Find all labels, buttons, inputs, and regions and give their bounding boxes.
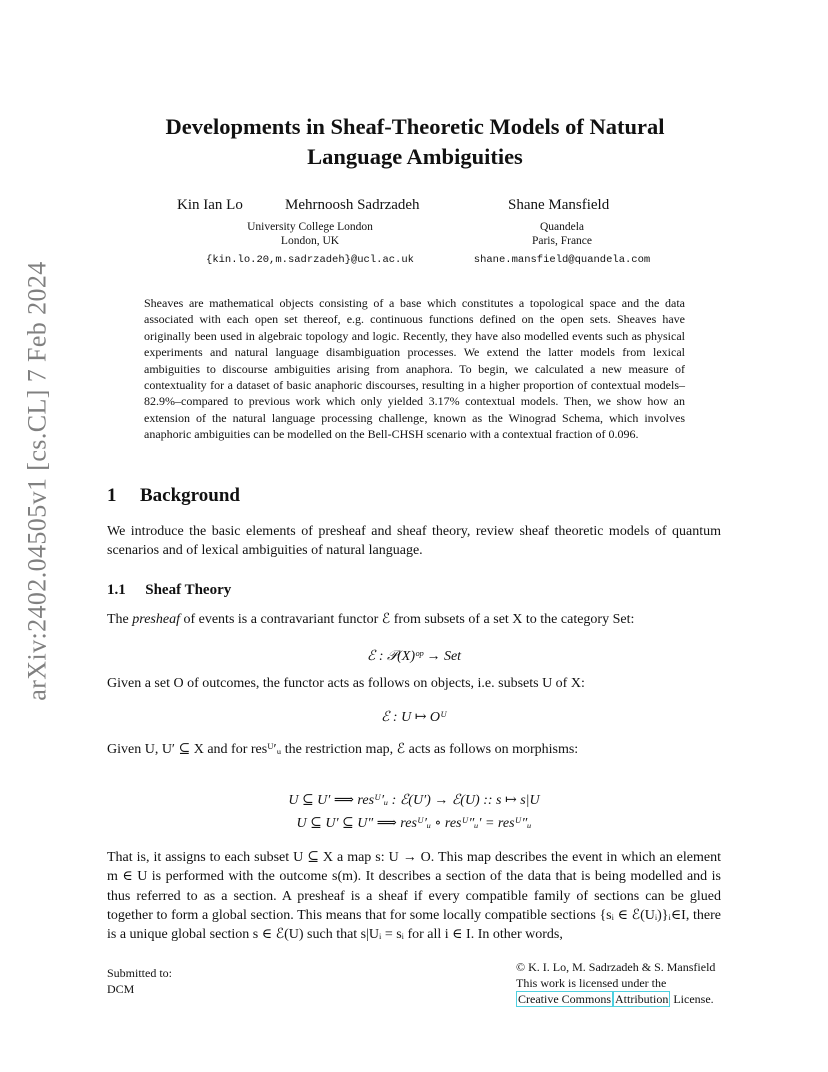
subsection-1-1-heading [107, 582, 231, 599]
license-note [516, 960, 715, 1008]
presheaf-text-end: of events is a contravariant functor ℰ from subsets of a set X to the category Set: [179, 612, 635, 627]
title-line-2: Language Ambiguities [307, 144, 523, 169]
affiliation-right-institution: Quandela [539, 221, 585, 233]
arxiv-id-text: arXiv:2402.04505v1 [cs.CL] 7 Feb 2024 [23, 261, 53, 701]
presheaf-text-start: The [107, 612, 133, 627]
equation-2: ℰ : U ↦ Oᵁ [380, 710, 448, 725]
affiliation-right-location: Paris, France [531, 235, 593, 247]
equation-1: ℰ : 𝒫(X)ᵒᵖ → Set [366, 649, 462, 664]
morphisms-text: Given U, U′ ⊆ X and for resᵁ′ᵤ the restriction map, ℰ acts as follows on morphisms: [107, 742, 579, 757]
outcomes-text: Given a set O of outcomes, the functor acts as follows on objects, i.e. subsets U of X: [107, 676, 585, 691]
section-1-title: Background [140, 485, 240, 506]
author-1: Kin Ian Lo [177, 197, 243, 213]
paragraph-section-definition [107, 848, 721, 944]
paper-title [110, 112, 720, 172]
section-1-heading [107, 485, 240, 507]
affiliation-left-email: {kin.lo.20,m.sadrzadeh}@ucl.ac.uk [206, 254, 414, 266]
section-1-intro [107, 522, 721, 561]
affiliation-left-location: London, UK [280, 235, 340, 247]
creative-commons-link[interactable]: Creative Commons [518, 992, 611, 1006]
attribution-link[interactable]: Attribution [615, 992, 669, 1006]
subsection-1-1-number: 1.1 [107, 582, 126, 598]
author-3: Shane Mansfield [508, 197, 610, 213]
section-1-intro-text: We introduce the basic elements of presheaf and sheaf theory, review sheaf theoretic models of quantum scenarios and of lexical ambiguities of natural language. [107, 524, 721, 559]
paragraph-presheaf [107, 610, 721, 629]
section-1-number: 1 [107, 485, 117, 506]
affiliation-left [190, 220, 430, 267]
equation-4: U ⊆ U′ ⊆ U″ ⟹ resᵁ′ᵤ ∘ resᵁ″ᵤ′ = resᵁ″ᵤ [296, 816, 532, 831]
equation-3: U ⊆ U′ ⟹ resᵁ′ᵤ : ℰ(U′) → ℰ(U) :: s ↦ s|U [288, 793, 540, 808]
paragraph-outcomes [107, 674, 721, 693]
license-suffix: License. [670, 992, 714, 1006]
submission-note [107, 966, 172, 997]
affiliation-left-institution: University College London [247, 221, 373, 233]
author-2: Mehrnoosh Sadrzadeh [285, 197, 420, 213]
section-definition-text: That is, it assigns to each subset U ⊆ X a map s: U → O. This map describes the event in which an element m ∈ U is performed with the outcome s(m). It describes a section of the data that is being modelled and is thus referred to as a section. A presheaf is a sheaf if every compatible family of sections can be glued together to form a global section. This means that for some locally compatible sections {sᵢ ∈ ℰ(Uᵢ)}ᵢ∈I, there is a unique global section s ∈ ℰ(U) such that s|Uᵢ = sᵢ for all i ∈ I. In other words, [107, 850, 721, 943]
submitted-venue: DCM [107, 981, 135, 996]
copyright-line: © K. I. Lo, M. Sadrzadeh & S. Mansfield [516, 960, 716, 974]
subsection-1-1-title: Sheaf Theory [145, 582, 232, 598]
paragraph-morphisms [107, 740, 721, 759]
license-intro: This work is licensed under the [516, 975, 667, 990]
submitted-to-label: Submitted to: [107, 966, 173, 980]
presheaf-term: presheaf [132, 612, 180, 627]
abstract-text: Sheaves are mathematical objects consisting of a base which constitutes a topological space and the data associated with each open set thereof, e.g. continuous functions defined on the open sets. Sheaves have originally been used in algebraic topology and logic. Recently, they have also modelled events such as physical experiments and natural language disambiguation processes. We extend the latter models from lexical ambiguities to discourse ambiguities arising from anaphora. To begin, we calculated a new measure of contextuality for a dataset of basic anaphoric discourses, resulting in a higher proportion of contextual models–82.9%–compared to previous work which only yielded 3.17% contextual models. Then, we show how an extension of the natural language processing challenge, known as the Winograd Schema, which involves anaphoric ambiguities can be modelled on the Bell-CHSH scenario with a contextual fraction of 0.096. [144, 296, 685, 442]
arxiv-side-identifier [22, 261, 54, 701]
title-line-1: Developments in Sheaf-Theoretic Models of Natural [165, 114, 665, 139]
affiliation-right-email: shane.mansfield@quandela.com [473, 254, 651, 266]
abstract [144, 295, 685, 443]
affiliation-right [452, 220, 672, 267]
